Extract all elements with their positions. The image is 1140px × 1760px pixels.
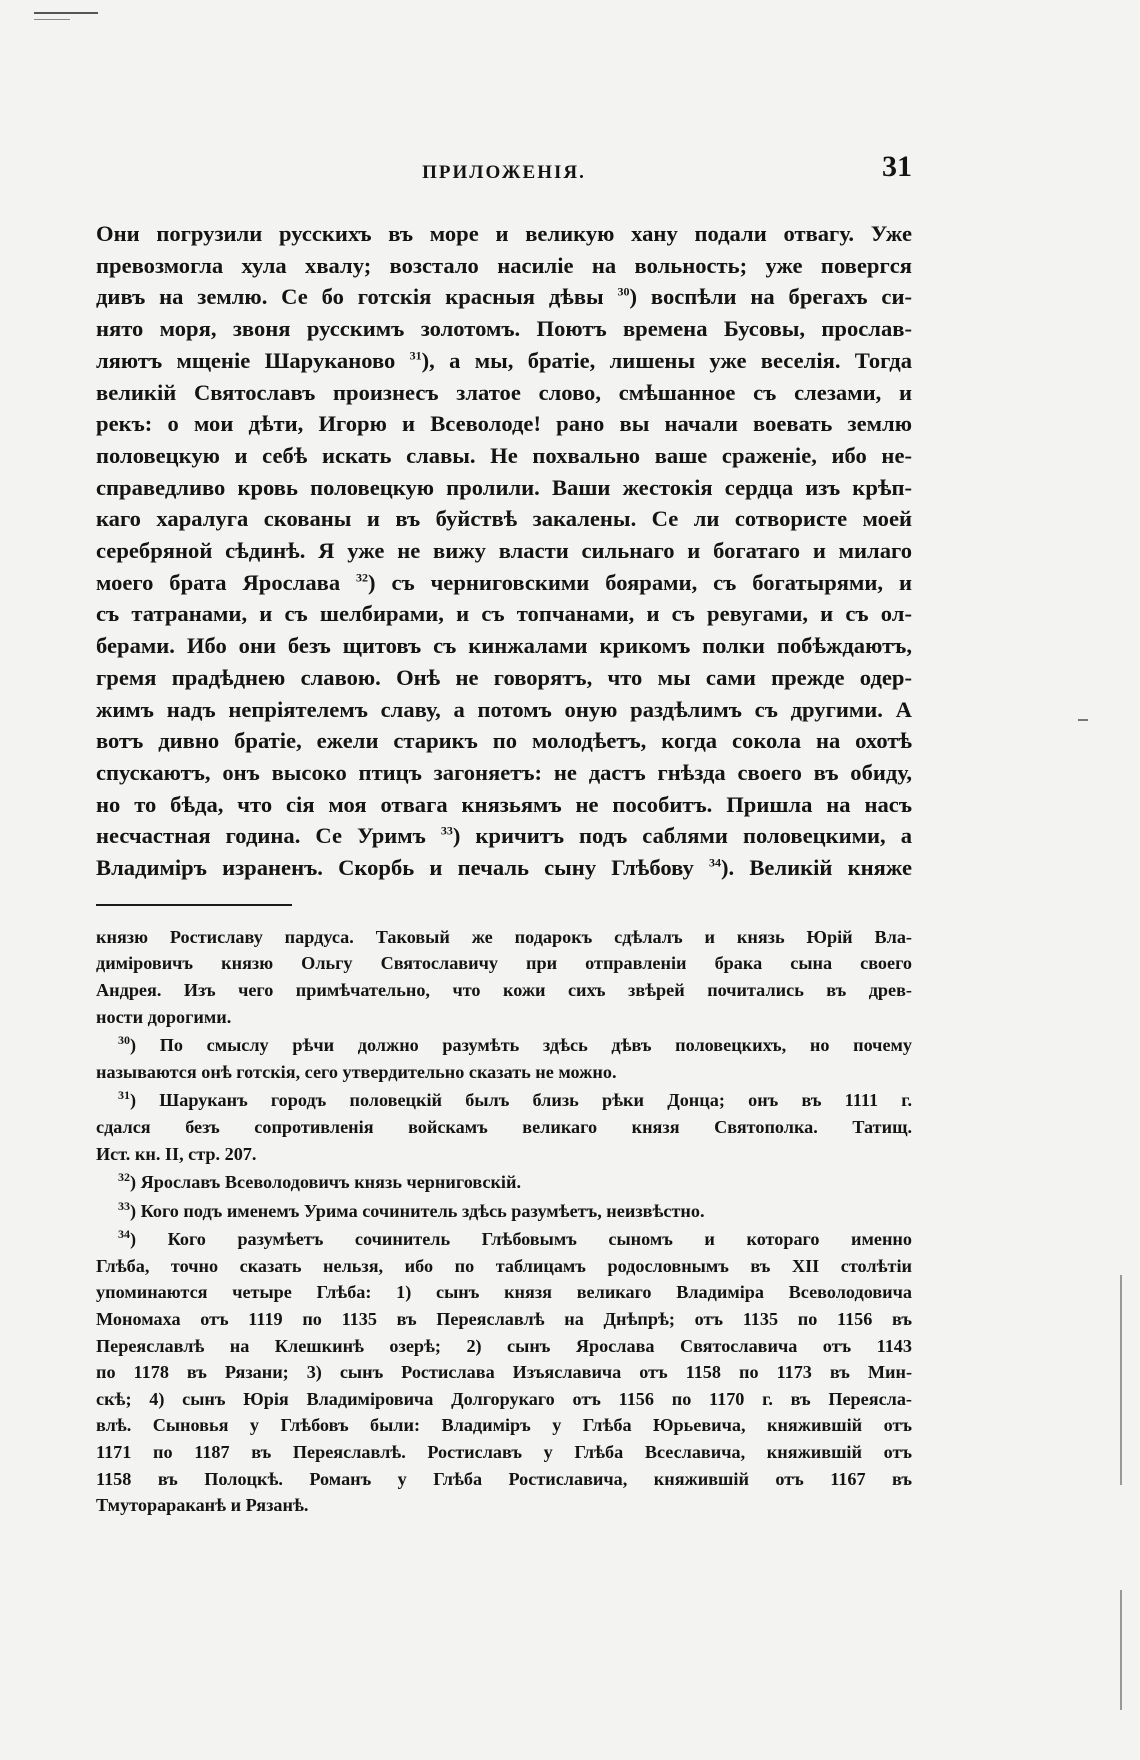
footnote-number: 31 bbox=[118, 1088, 130, 1103]
footnote-line bbox=[96, 1169, 912, 1196]
text-line: вотъ дивно братіе, ежели старикъ по молодѣетъ, когда сокола на охотѣ bbox=[96, 728, 912, 754]
margin-line bbox=[1120, 1275, 1122, 1485]
footnote-number: 32 bbox=[118, 1170, 130, 1185]
text-line: каго харалуга скованы и въ буйствѣ закалены. Се ли сотвористе моей bbox=[96, 506, 912, 532]
text-line: рекъ: о мои дѣти, Игорю и Всеволоде! рано вы начали воевать землю bbox=[96, 411, 912, 437]
margin-mark bbox=[1078, 719, 1088, 721]
text-line: справедливо кровь половецкую пролили. Ваши жестокія сердца изъ крѣп- bbox=[96, 474, 912, 500]
text-line: превозмогла хула хвалу; возстало насиліе на вольность; уже повергся bbox=[96, 252, 912, 278]
margin-line bbox=[1120, 1590, 1122, 1710]
text-segment: ) кричитъ подъ саблями половецкими, а bbox=[452, 823, 913, 849]
footnote-continuation bbox=[96, 924, 912, 1030]
footnote-31 bbox=[96, 1087, 912, 1167]
text-line bbox=[96, 852, 912, 884]
footnote-ref: 34 bbox=[709, 855, 721, 870]
footnote-line: скѣ; 4) сынъ Юрія Владиміровича Долгорукаго отъ 1156 по 1170 г. въ Переясла- bbox=[96, 1388, 912, 1409]
footnote-ref: 32 bbox=[356, 570, 369, 585]
footnote-ref: 30 bbox=[617, 284, 630, 299]
text-line: великій Святославъ произнесъ златое слово, смѣшанное съ слезами, и bbox=[96, 379, 912, 405]
text-segment: ) воспѣли на брегахъ си- bbox=[629, 284, 912, 310]
footnote-text: ) Шаруканъ городъ половецкій былъ близь рѣки Донца; онъ въ 1111 г. bbox=[130, 1090, 912, 1111]
footnote-line bbox=[96, 1032, 912, 1059]
text-line bbox=[96, 281, 912, 313]
footnote-ref: 31 bbox=[409, 348, 422, 363]
footnote-line: Мономаха отъ 1119 по 1135 въ Переяславлѣ на Днѣпрѣ; отъ 1135 по 1156 въ bbox=[96, 1309, 912, 1330]
text-line: но то бѣда, что сія моя отвага князьямъ не пособитъ. Пришла на насъ bbox=[96, 791, 912, 817]
footnote-line: Тмуторараканѣ и Рязанѣ. bbox=[96, 1495, 309, 1516]
page bbox=[96, 150, 912, 1521]
footnote-line: ности дорогими. bbox=[96, 1006, 232, 1027]
text-line: съ татранами, и съ шелбирами, и съ топчанами, и съ ревугами, и съ ол- bbox=[96, 601, 912, 627]
footnote-line: князю Ростиславу пардуса. Таковый же подарокъ сдѣлалъ и князь Юрій Вла- bbox=[96, 926, 912, 947]
text-segment: несчастная година. Се Уримъ bbox=[96, 823, 426, 849]
text-line bbox=[96, 567, 912, 599]
text-segment: ), а мы, братіе, лишены уже веселія. Тогда bbox=[421, 347, 912, 373]
page-number: 31 bbox=[882, 150, 912, 183]
footnote-number: 30 bbox=[118, 1033, 130, 1048]
footnote-text: ) Кого разумѣетъ сочинитель Глѣбовымъ сыномъ и котораго именно bbox=[130, 1229, 912, 1250]
footnote-line bbox=[96, 1198, 912, 1225]
footnote-ref: 33 bbox=[440, 823, 453, 838]
text-line: берами. Ибо они безъ щитовъ съ кинжалами крикомъ полки побѣждаютъ, bbox=[96, 633, 912, 659]
text-line: гремя прадѣднею славою. Онѣ не говорятъ, что мы сами прежде одер- bbox=[96, 664, 912, 690]
text-segment: моего брата Ярослава bbox=[96, 569, 341, 595]
footnote-line: Ист. кн. II, стр. 207. bbox=[96, 1143, 257, 1164]
footnote-line: 1158 въ Полоцкѣ. Романъ у Глѣба Ростиславича, княжившій отъ 1167 въ bbox=[96, 1468, 912, 1489]
footnote-line bbox=[96, 1087, 912, 1114]
footnote-rule bbox=[96, 904, 292, 906]
running-title: ПРИЛОЖЕНІЯ. bbox=[422, 162, 586, 183]
text-line: нято моря, звоня русскимъ золотомъ. Поютъ времена Бусовы, прослав- bbox=[96, 316, 912, 342]
text-segment: ). Великій княже bbox=[721, 855, 913, 881]
text-segment: ) съ черниговскими боярами, съ богатырями, и bbox=[368, 569, 912, 595]
footnote-line: сдался безъ сопротивленія войскамъ великаго князя Святополка. Татищ. bbox=[96, 1116, 912, 1137]
footnote-number: 34 bbox=[118, 1227, 130, 1242]
text-line: серебряной сѣдинѣ. Я уже не вижу власти сильнаго и богатаго и милаго bbox=[96, 538, 912, 564]
text-line: половецкую и себѣ искать славы. Не похвально ваше сраженіе, ибо не- bbox=[96, 442, 912, 468]
text-segment: Владиміръ израненъ. Скорбь и печаль сыну Глѣбову bbox=[96, 855, 694, 881]
footnote-line: диміровичъ князю Ольгу Святославичу при отправленіи брака сына своего bbox=[96, 953, 912, 974]
text-line: спускаютъ, онъ высоко птицъ загоняетъ: не дастъ гнѣзда своего въ обиду, bbox=[96, 759, 912, 785]
footnote-line: влѣ. Сыновья у Глѣбовъ были: Владиміръ у Глѣба Юрьевича, княжившій отъ bbox=[96, 1415, 912, 1436]
scan-corner-mark bbox=[34, 12, 98, 14]
footnote-line: Андрея. Изъ чего примѣчательно, что кожи сихъ звѣрей почитались въ древ- bbox=[96, 979, 912, 1000]
text-line: Они погрузили русскихъ въ море и великую хану подали отвагу. Уже bbox=[96, 221, 912, 246]
footnote-line bbox=[96, 1226, 912, 1253]
footnote-text: ) Ярославъ Всеволодовичъ князь черниговскій. bbox=[130, 1172, 522, 1193]
text-segment: дивъ на землю. Се бо готскія красныя дѣвы bbox=[96, 284, 604, 310]
text-segment: ляютъ мщеніе Шаруканово bbox=[96, 347, 396, 373]
footnote-line: Глѣба, точно сказать нельзя, ибо по таблицамъ родословнымъ въ XII столѣтіи bbox=[96, 1255, 912, 1276]
footnote-30 bbox=[96, 1032, 912, 1085]
footnote-text: ) По смыслу рѣчи должно разумѣть здѣсь дѣвъ половецкихъ, но почему bbox=[130, 1035, 912, 1056]
footnote-line: называются онѣ готскія, сего утвердительно сказать не можно. bbox=[96, 1061, 617, 1082]
footnote-text: ) Кого подъ именемъ Урима сочинитель здѣсь разумѣетъ, неизвѣстно. bbox=[130, 1200, 705, 1221]
footnote-number: 33 bbox=[118, 1198, 130, 1213]
footnote-line: упоминаются четыре Глѣба: 1) сынъ князя великаго Владиміра Всеволодовича bbox=[96, 1282, 912, 1303]
footnote-34 bbox=[96, 1226, 912, 1519]
main-text bbox=[96, 218, 912, 884]
footnote-line: Переяславлѣ на Клешкинѣ озерѣ; 2) сынъ Ярослава Святославича отъ 1143 bbox=[96, 1335, 912, 1356]
text-line bbox=[96, 345, 912, 377]
footnote-line: по 1178 въ Рязани; 3) сынъ Ростислава Изъяславича отъ 1158 по 1173 въ Мин- bbox=[96, 1362, 912, 1383]
footnote-32 bbox=[96, 1169, 912, 1196]
footnotes bbox=[96, 924, 912, 1519]
text-line bbox=[96, 820, 912, 852]
text-line: жимъ надъ непріятелемъ славу, а потомъ оную раздѣлимъ съ другими. А bbox=[96, 696, 912, 722]
running-head bbox=[96, 150, 912, 196]
footnote-33 bbox=[96, 1198, 912, 1225]
footnote-line: 1171 по 1187 въ Переяславлѣ. Ростиславъ у Глѣба Всеславича, княжившій отъ bbox=[96, 1442, 912, 1463]
